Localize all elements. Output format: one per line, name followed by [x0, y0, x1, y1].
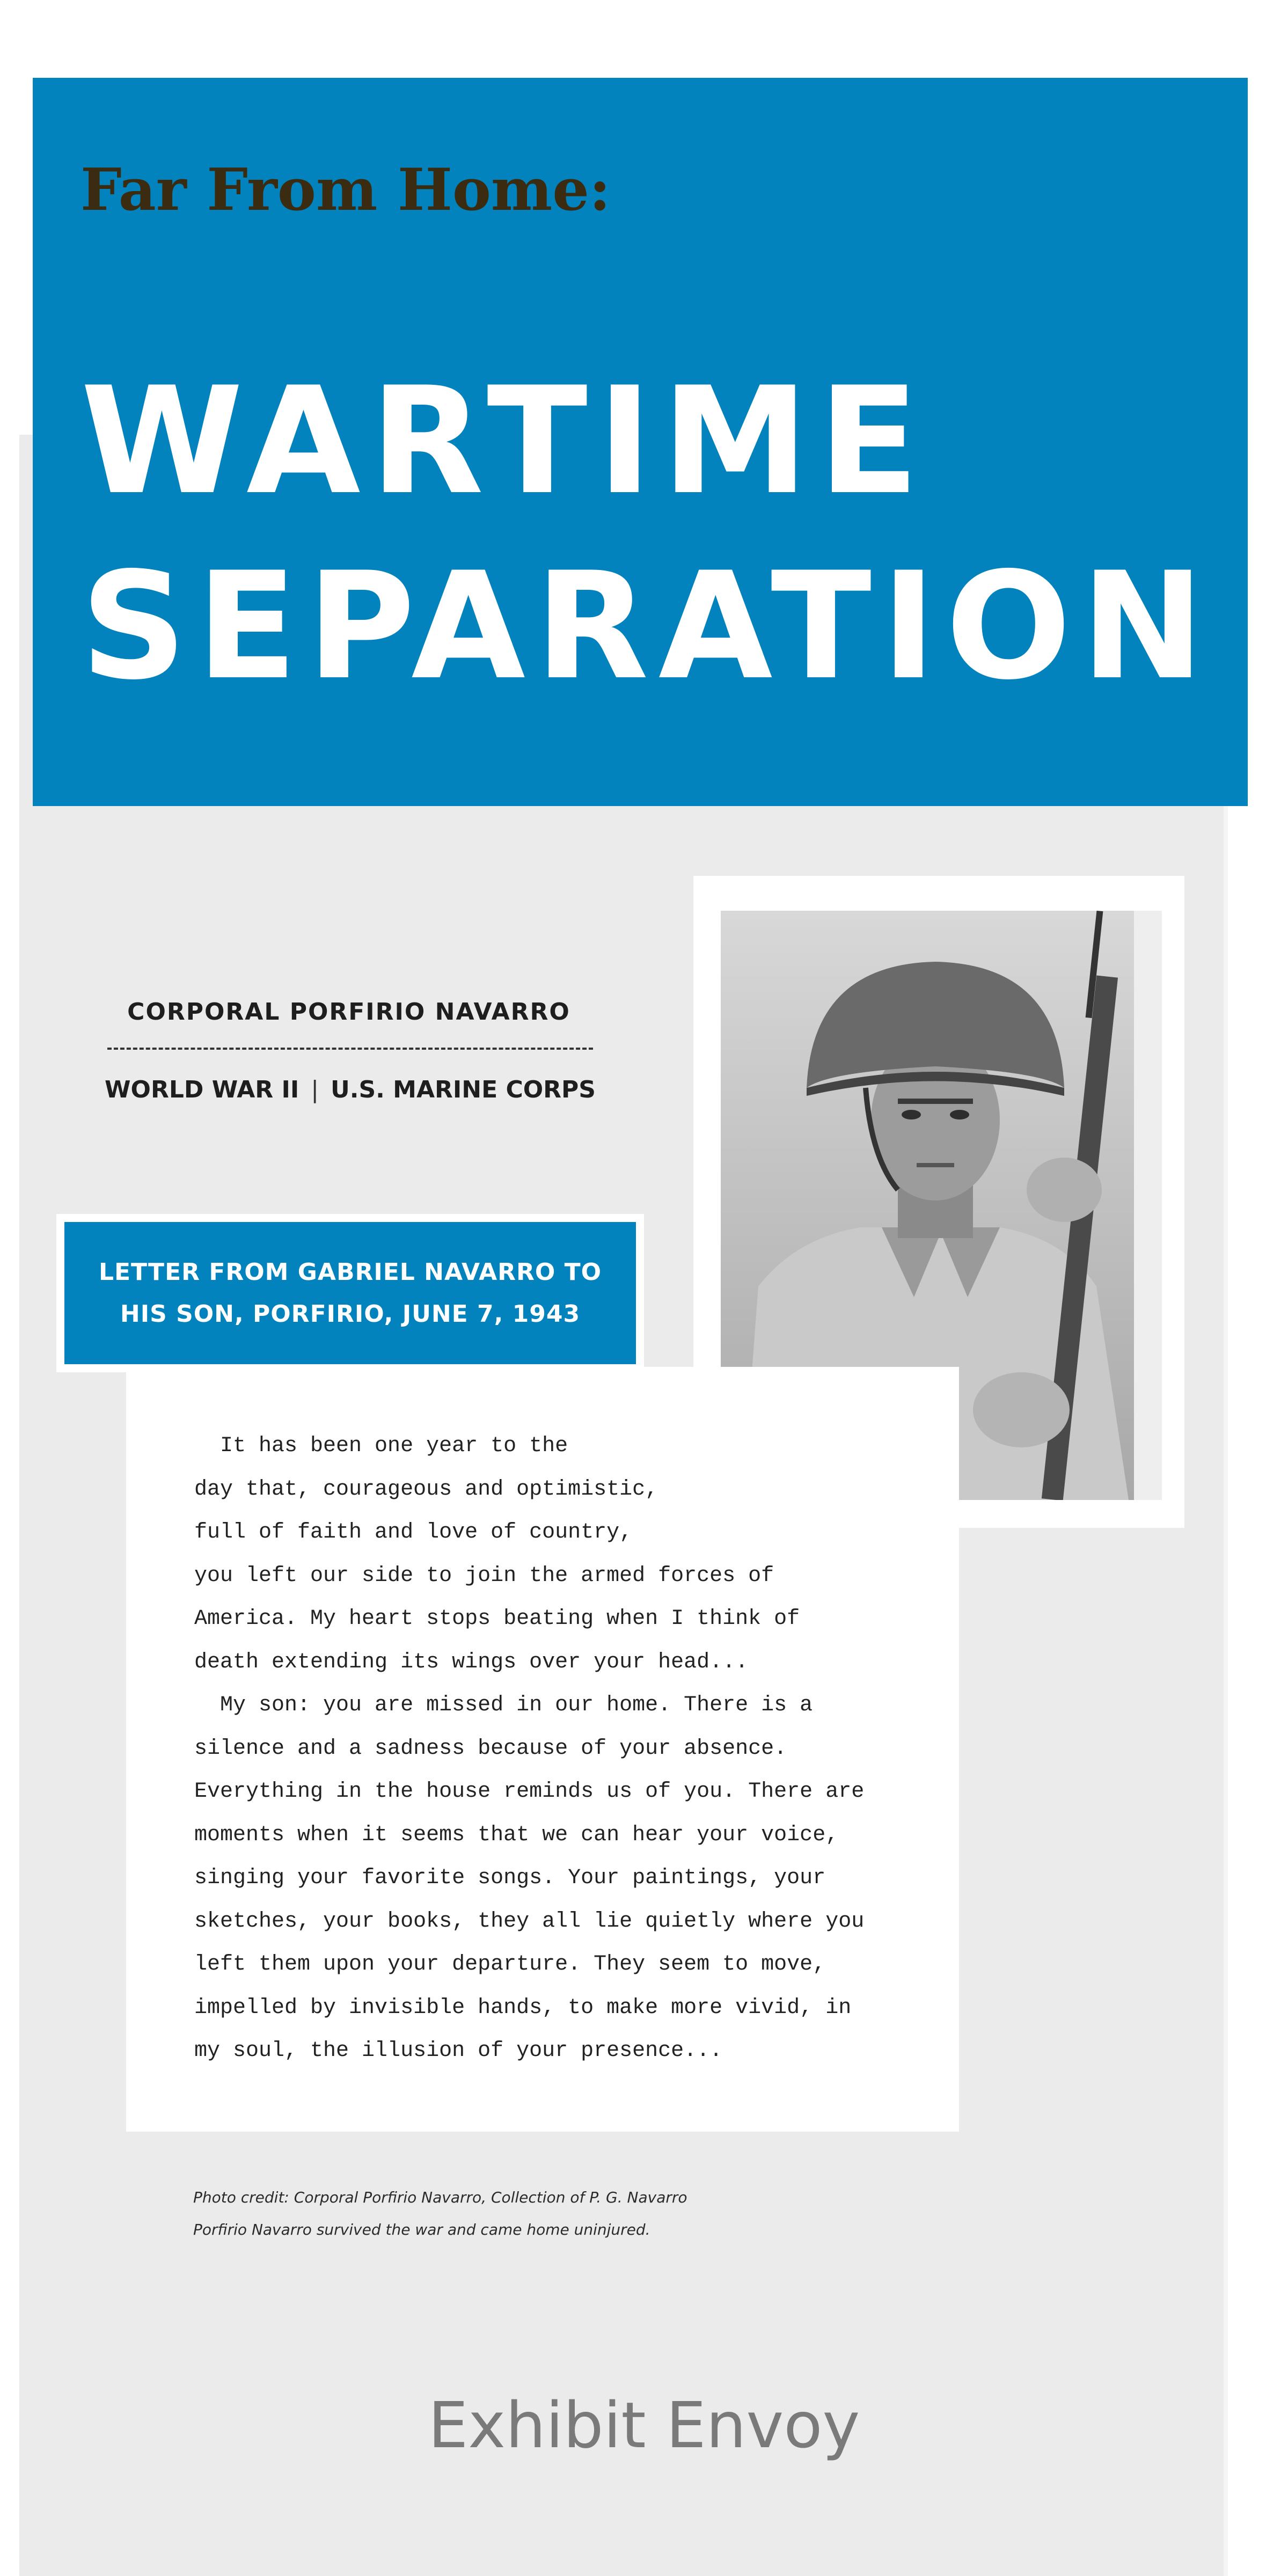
- letter-line: It has been one year to the: [194, 1434, 568, 1458]
- letter-line: America. My heart stops beating when I think of: [194, 1607, 800, 1631]
- letter-label: [64, 1222, 636, 1364]
- brand-logo: Exhibit Envoy: [428, 2388, 860, 2462]
- photo-credits: [193, 2182, 687, 2246]
- service-info: [105, 1076, 596, 1103]
- letter-line: day that, courageous and optimistic,: [194, 1477, 658, 1502]
- survival-note: Porfirio Navarro survived the war and came home uninjured.: [193, 2221, 650, 2238]
- page-title: [80, 349, 1214, 719]
- war-name: WORLD WAR II: [105, 1076, 299, 1103]
- letter-label-line-1: LETTER FROM GABRIEL NAVARRO TO: [98, 1258, 602, 1286]
- title-line-1: WARTIME: [80, 355, 929, 527]
- photo-credit: Photo credit: Corporal Porfirio Navarro, Collection of P. G. Navarro: [193, 2189, 687, 2206]
- letter-line: My son: you are missed in our home. There is a: [194, 1693, 813, 1717]
- letter-body: [194, 1425, 864, 2073]
- letter-line: silence and a sadness because of your absence.: [194, 1736, 787, 1761]
- letter-line: singing your favorite songs. Your paintings, your: [194, 1866, 826, 1890]
- letter-line: death extending its wings over your head...: [194, 1650, 749, 1674]
- letter-line: you left our side to join the armed forces of: [194, 1563, 774, 1588]
- letter-label-line-2: HIS SON, PORFIRIO, JUNE 7, 1943: [120, 1300, 581, 1328]
- military-branch: U.S. MARINE CORPS: [331, 1076, 596, 1103]
- service-separator: |: [311, 1076, 319, 1103]
- soldier-name: CORPORAL PORFIRIO NAVARRO: [127, 998, 570, 1026]
- title-line-2: SEPARATION: [80, 540, 1214, 712]
- panel-edge: [1224, 805, 1228, 2576]
- letter-line: full of faith and love of country,: [194, 1520, 633, 1545]
- letter-line: sketches, your books, they all lie quietly where you: [194, 1909, 865, 1934]
- exhibit-kicker: Far From Home:: [80, 156, 611, 224]
- dashed-divider: [107, 1048, 593, 1050]
- letter-line: left them upon your departure. They seem to move,: [194, 1952, 826, 1977]
- letter-line: my soul, the illusion of your presence...: [194, 2039, 723, 2063]
- letter-line: Everything in the house reminds us of you. There are: [194, 1780, 865, 1804]
- letter-line: impelled by invisible hands, to make more vivid, in: [194, 1995, 852, 2020]
- letter-line: moments when it seems that we can hear your voice,: [194, 1823, 839, 1847]
